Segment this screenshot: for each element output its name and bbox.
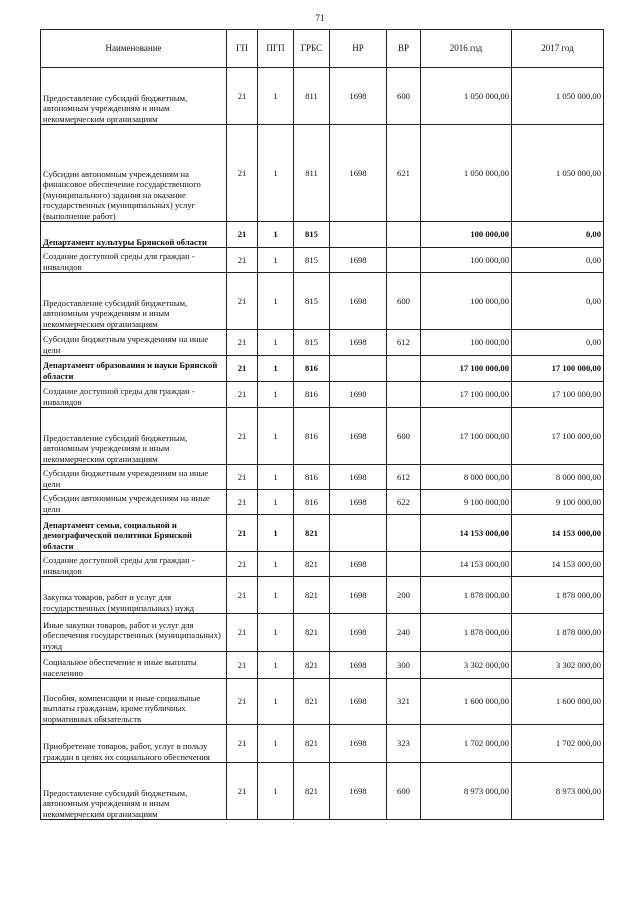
table-row [41,652,604,679]
cell-grbs: 821 [294,652,330,679]
cell-gp: 21 [227,273,258,330]
cell-gp: 21 [227,248,258,273]
cell-vr: 612 [387,330,421,356]
header-2016: 2016 год [421,30,512,68]
cell-vr: 600 [387,408,421,465]
cell-gp: 21 [227,515,258,552]
cell-np: 1698 [330,679,387,725]
cell-vr: 600 [387,273,421,330]
cell-name: Предоставление субсидий бюджетным, автономным учреждениям и иным некоммерческим организациям [41,273,227,330]
cell-name: Создание доступной среды для граждан - инвалидов [41,552,227,577]
cell-name: Создание доступной среды для граждан - инвалидов [41,248,227,273]
header-row [41,30,604,68]
cell-vr: 321 [387,679,421,725]
cell-gp: 21 [227,763,258,820]
table-row [41,577,604,614]
cell-name: Приобретение товаров, работ, услуг в пользу граждан в целях их социального обеспечения [41,725,227,763]
cell-np: 1698 [330,552,387,577]
table-row [41,614,604,652]
cell-2017: 0,00 [512,273,604,330]
cell-2017: 0,00 [512,248,604,273]
table-row [41,222,604,248]
cell-np: 1698 [330,382,387,408]
cell-vr [387,248,421,273]
cell-gp: 21 [227,490,258,515]
cell-np: 1698 [330,68,387,125]
cell-grbs: 821 [294,763,330,820]
cell-grbs: 815 [294,273,330,330]
cell-np [330,222,387,248]
cell-vr: 600 [387,68,421,125]
cell-gp: 21 [227,552,258,577]
cell-2016: 17 100 000,00 [421,408,512,465]
cell-grbs: 811 [294,125,330,222]
cell-2016: 100 000,00 [421,222,512,248]
cell-2017: 1 702 000,00 [512,725,604,763]
table-body [41,68,604,820]
cell-2016: 1 050 000,00 [421,68,512,125]
cell-name: Предоставление субсидий бюджетным, автономным учреждениям и иным некоммерческим организациям [41,763,227,820]
cell-2017: 9 100 000,00 [512,490,604,515]
cell-grbs: 821 [294,614,330,652]
cell-name: Предоставление субсидий бюджетным, автономным учреждениям и иным некоммерческим организациям [41,68,227,125]
cell-vr: 622 [387,490,421,515]
cell-np: 1698 [330,652,387,679]
table-row [41,465,604,490]
cell-np: 1698 [330,614,387,652]
cell-ppgp: 1 [258,515,294,552]
cell-gp: 21 [227,125,258,222]
cell-gp: 21 [227,68,258,125]
cell-gp: 21 [227,356,258,382]
cell-np [330,356,387,382]
cell-ppgp: 1 [258,614,294,652]
cell-2016: 8 000 000,00 [421,465,512,490]
cell-gp: 21 [227,725,258,763]
cell-2016: 17 100 000,00 [421,382,512,408]
cell-grbs: 821 [294,679,330,725]
cell-2016: 100 000,00 [421,248,512,273]
cell-grbs: 821 [294,552,330,577]
cell-grbs: 815 [294,330,330,356]
cell-name: Департамент образования и науки Брянской области [41,356,227,382]
table-row [41,552,604,577]
cell-name: Предоставление субсидий бюджетным, автономным учреждениям и иным некоммерческим организациям [41,408,227,465]
cell-ppgp: 1 [258,652,294,679]
cell-ppgp: 1 [258,125,294,222]
cell-name: Закупка товаров, работ и услуг для государственных (муниципальных) нужд [41,577,227,614]
cell-vr: 200 [387,577,421,614]
cell-np: 1698 [330,248,387,273]
cell-gp: 21 [227,222,258,248]
cell-vr: 600 [387,763,421,820]
cell-2017: 3 302 000,00 [512,652,604,679]
header-np: НР [330,30,387,68]
cell-vr [387,515,421,552]
cell-np: 1698 [330,330,387,356]
cell-ppgp: 1 [258,248,294,273]
cell-2016: 1 878 000,00 [421,614,512,652]
cell-2017: 1 878 000,00 [512,614,604,652]
header-ppgp: ПГП [258,30,294,68]
cell-np [330,515,387,552]
cell-name: Иные закупки товаров, работ и услуг для обеспечения государственных (муниципальных) нужд [41,614,227,652]
cell-2017: 17 100 000,00 [512,408,604,465]
cell-grbs: 815 [294,222,330,248]
cell-2017: 17 100 000,00 [512,382,604,408]
cell-vr: 323 [387,725,421,763]
cell-grbs: 816 [294,356,330,382]
cell-ppgp: 1 [258,763,294,820]
table-row [41,725,604,763]
cell-gp: 21 [227,679,258,725]
table-row [41,490,604,515]
cell-gp: 21 [227,330,258,356]
cell-gp: 21 [227,577,258,614]
cell-name: Создание доступной среды для граждан - инвалидов [41,382,227,408]
cell-ppgp: 1 [258,408,294,465]
header-2017: 2017 год [512,30,604,68]
header-vr: ВР [387,30,421,68]
cell-vr: 612 [387,465,421,490]
cell-ppgp: 1 [258,68,294,125]
table-row [41,330,604,356]
cell-gp: 21 [227,465,258,490]
cell-2016: 9 100 000,00 [421,490,512,515]
cell-2017: 8 000 000,00 [512,465,604,490]
cell-grbs: 816 [294,465,330,490]
cell-ppgp: 1 [258,356,294,382]
table-row [41,273,604,330]
cell-vr [387,382,421,408]
cell-2017: 17 100 000,00 [512,356,604,382]
cell-np: 1698 [330,125,387,222]
table-row [41,68,604,125]
cell-ppgp: 1 [258,222,294,248]
cell-ppgp: 1 [258,577,294,614]
cell-grbs: 816 [294,408,330,465]
cell-name: Пособия, компенсации и иные социальные выплаты гражданам, кроме публичных нормативных обязательств [41,679,227,725]
header-name: Наименование [41,30,227,68]
cell-gp: 21 [227,408,258,465]
cell-vr [387,222,421,248]
cell-grbs: 821 [294,515,330,552]
cell-grbs: 821 [294,577,330,614]
cell-ppgp: 1 [258,273,294,330]
table-row [41,763,604,820]
cell-2017: 0,00 [512,222,604,248]
cell-np: 1698 [330,577,387,614]
cell-name: Субсидии автономным учреждениям на финансовое обеспечение государственного (муниципального) задания на оказание государственных (муниципальных) услуг (выполнение работ) [41,125,227,222]
cell-2017: 1 600 000,00 [512,679,604,725]
cell-gp: 21 [227,614,258,652]
table-row [41,408,604,465]
cell-grbs: 816 [294,382,330,408]
cell-2017: 14 153 000,00 [512,552,604,577]
cell-grbs: 815 [294,248,330,273]
cell-name: Департамент культуры Брянской области [41,222,227,248]
cell-gp: 21 [227,382,258,408]
cell-name: Субсидии бюджетным учреждениям на иные цели [41,330,227,356]
page-number: 71 [315,13,325,23]
cell-2016: 100 000,00 [421,330,512,356]
cell-2016: 14 153 000,00 [421,515,512,552]
cell-2016: 1 702 000,00 [421,725,512,763]
cell-vr [387,356,421,382]
cell-2016: 14 153 000,00 [421,552,512,577]
cell-np: 1698 [330,725,387,763]
table-row [41,382,604,408]
cell-np: 1698 [330,273,387,330]
cell-name: Департамент семьи, социальной и демографической политики Брянской области [41,515,227,552]
cell-2017: 0,00 [512,330,604,356]
cell-2016: 3 302 000,00 [421,652,512,679]
cell-2016: 1 878 000,00 [421,577,512,614]
cell-grbs: 821 [294,725,330,763]
cell-2016: 17 100 000,00 [421,356,512,382]
cell-ppgp: 1 [258,552,294,577]
cell-name: Социальное обеспечение и иные выплаты населению [41,652,227,679]
cell-ppgp: 1 [258,330,294,356]
table-row [41,356,604,382]
cell-np: 1698 [330,490,387,515]
table-row [41,248,604,273]
cell-vr: 240 [387,614,421,652]
cell-np: 1698 [330,763,387,820]
table-row [41,515,604,552]
cell-name: Субсидии автономным учреждениям на иные цели [41,490,227,515]
header-grbs: ГРБС [294,30,330,68]
cell-vr: 300 [387,652,421,679]
table-row [41,679,604,725]
cell-2017: 1 050 000,00 [512,125,604,222]
cell-2016: 8 973 000,00 [421,763,512,820]
header-gp: ГП [227,30,258,68]
cell-ppgp: 1 [258,490,294,515]
cell-gp: 21 [227,652,258,679]
cell-2017: 1 878 000,00 [512,577,604,614]
table-row [41,125,604,222]
cell-np: 1698 [330,408,387,465]
cell-name: Субсидии бюджетным учреждениям на иные цели [41,465,227,490]
cell-ppgp: 1 [258,465,294,490]
cell-vr: 621 [387,125,421,222]
cell-vr [387,552,421,577]
cell-2017: 1 050 000,00 [512,68,604,125]
cell-ppgp: 1 [258,382,294,408]
cell-grbs: 811 [294,68,330,125]
cell-2017: 14 153 000,00 [512,515,604,552]
cell-2016: 100 000,00 [421,273,512,330]
budget-table [40,29,604,820]
cell-2016: 1 050 000,00 [421,125,512,222]
cell-2017: 8 973 000,00 [512,763,604,820]
cell-2016: 1 600 000,00 [421,679,512,725]
cell-ppgp: 1 [258,679,294,725]
cell-grbs: 816 [294,490,330,515]
cell-ppgp: 1 [258,725,294,763]
cell-np: 1698 [330,465,387,490]
